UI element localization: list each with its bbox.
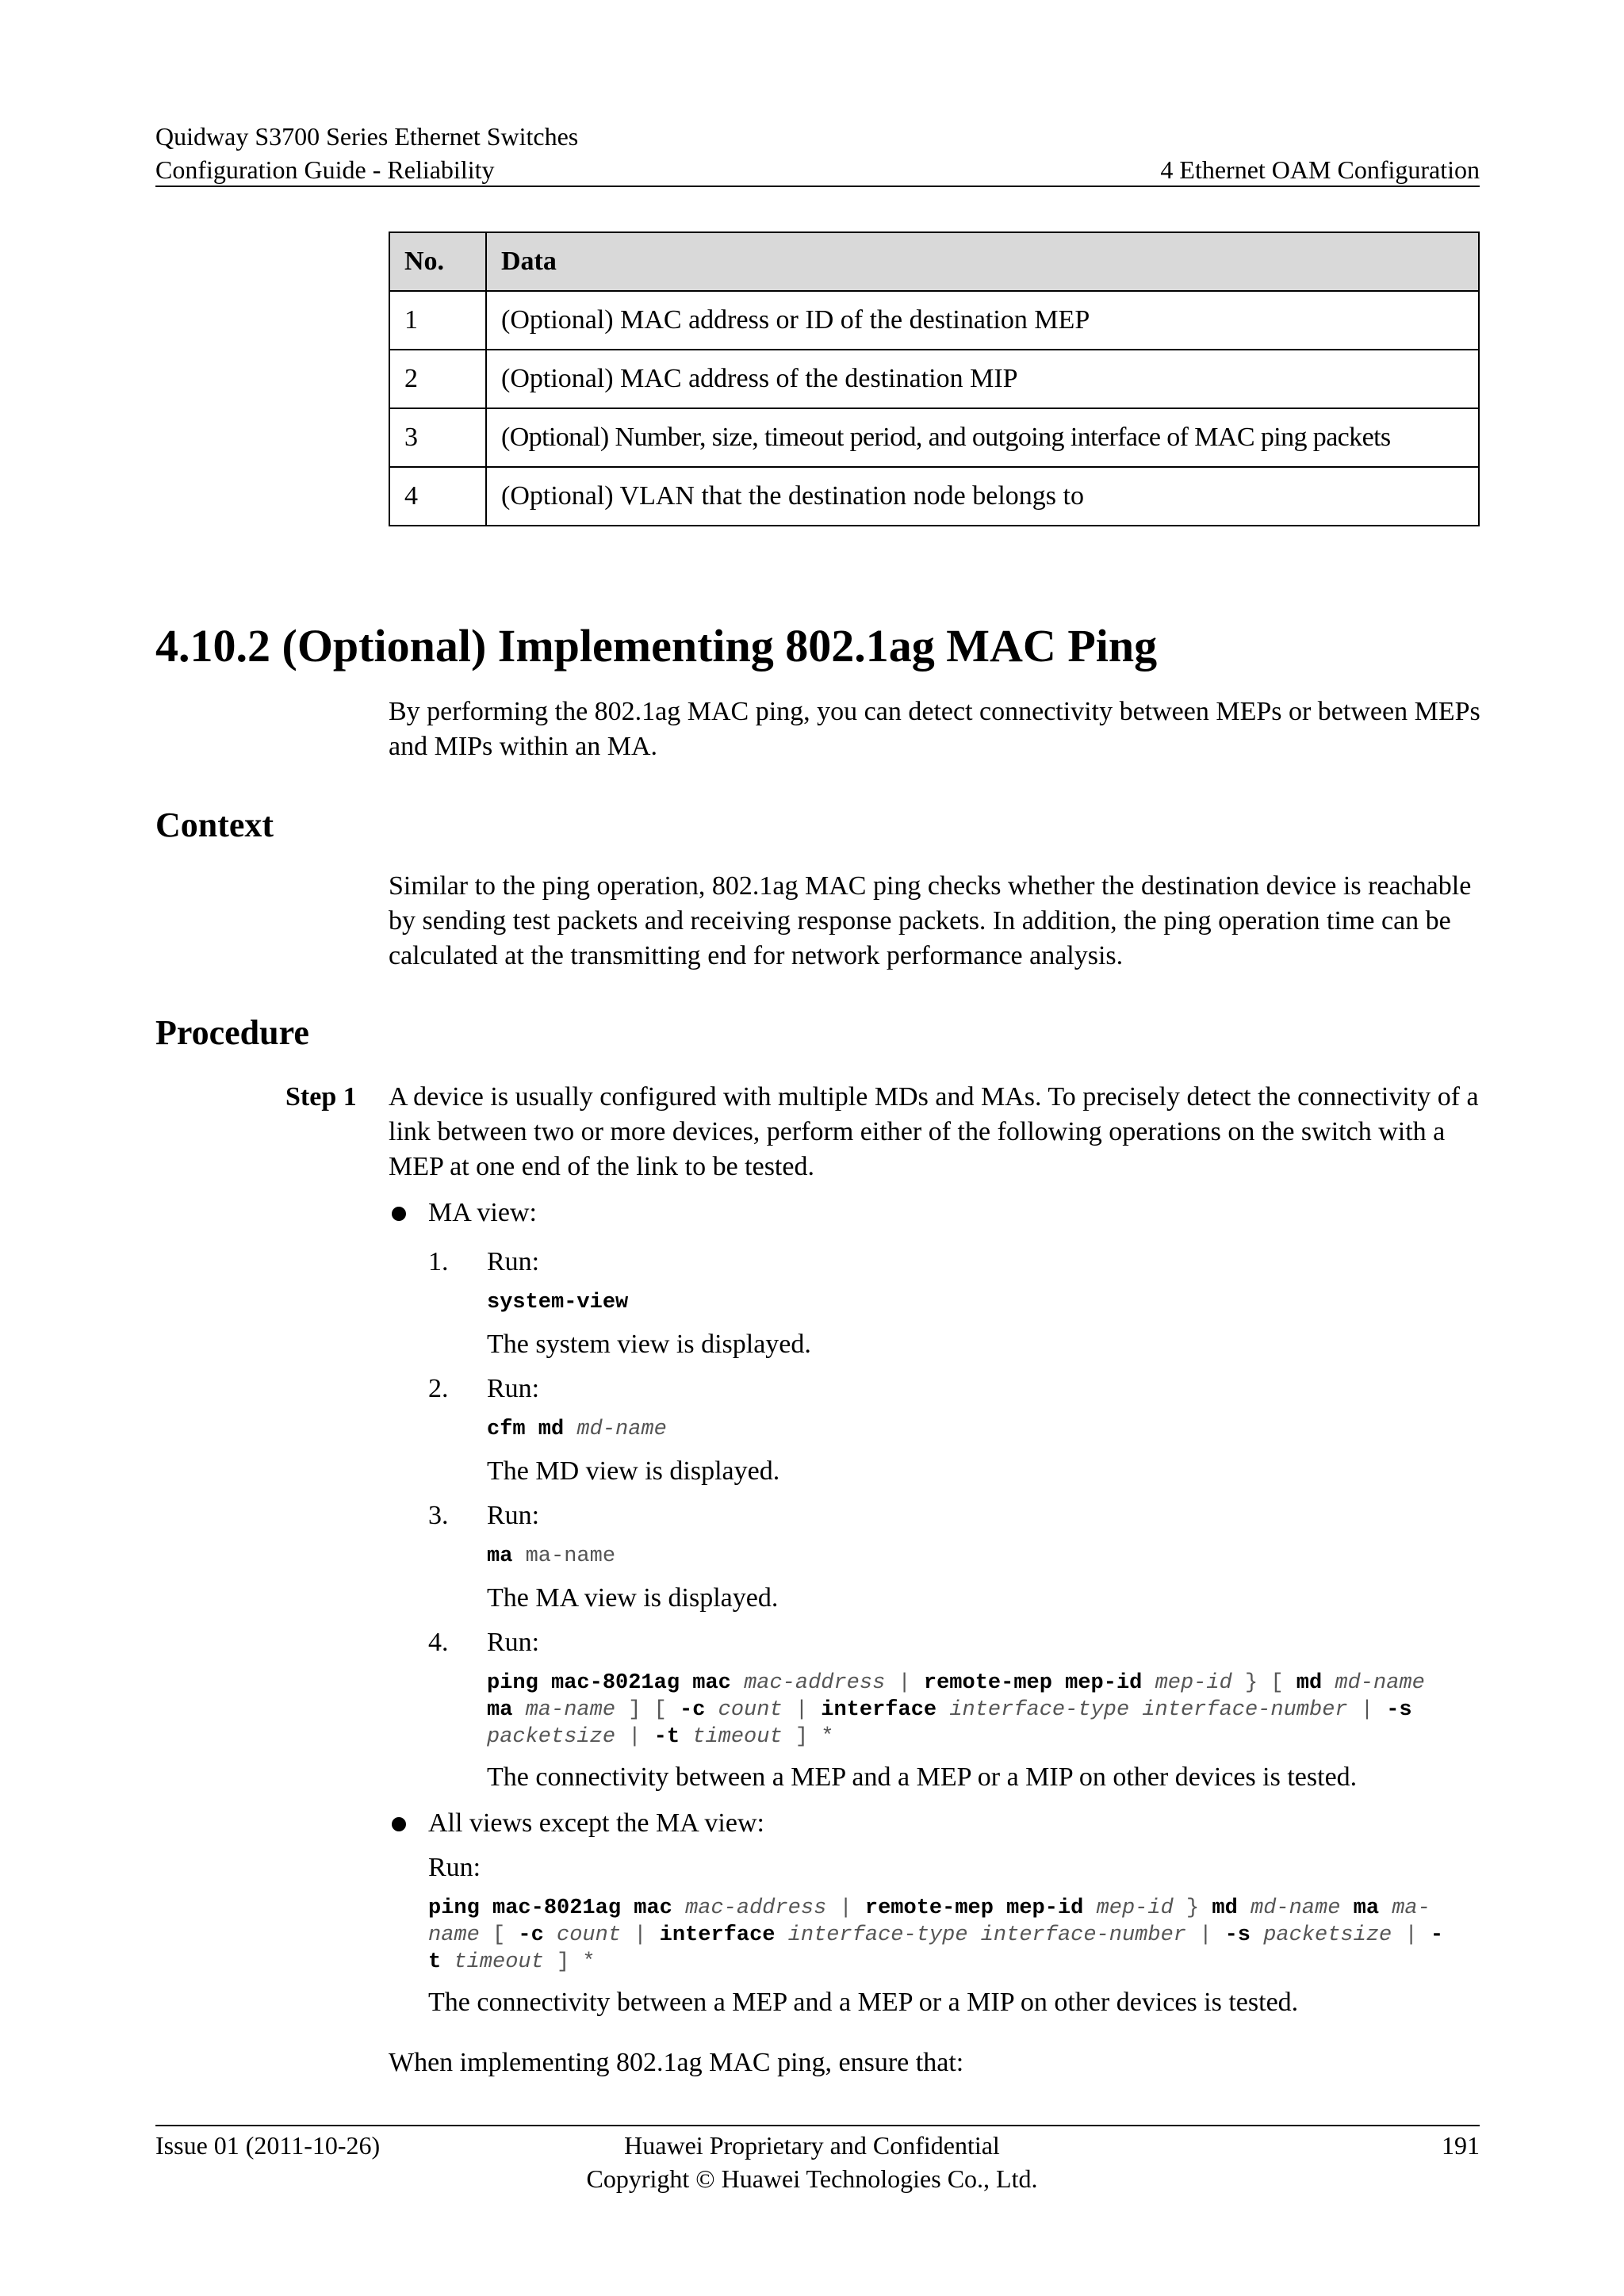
bullet-icon bbox=[392, 1817, 406, 1831]
section-intro: By performing the 802.1ag MAC ping, you can detect connectivity between MEPs or between MEPs and MIPs within an MA. bbox=[389, 697, 1480, 761]
footer-confidential: Huawei Proprietary and Confidential bbox=[624, 2131, 1000, 2160]
command-system-view bbox=[487, 1289, 628, 1316]
step-text: A device is usually configured with multiple MDs and MAs. To precisely detect the connectivity of a link between two or more devices, perform either of the following operations on the switch with a MEP at one end of the link to be tested. bbox=[389, 1082, 1479, 1181]
list-item-number: 1. bbox=[428, 1247, 449, 1276]
list-item-number: 3. bbox=[428, 1501, 449, 1530]
command-cfm-md bbox=[487, 1416, 667, 1443]
list-item-desc: The MA view is displayed. bbox=[487, 1583, 779, 1613]
bullet-icon bbox=[392, 1207, 406, 1221]
closing-text: When implementing 802.1ag MAC ping, ensure that: bbox=[389, 2048, 964, 2077]
command-argument: ma-name bbox=[525, 1544, 616, 1568]
list-item-run: Run: bbox=[487, 1247, 540, 1276]
procedure-heading: Procedure bbox=[155, 1013, 309, 1052]
table-header-row bbox=[389, 232, 1479, 291]
command-keyword: ma bbox=[487, 1544, 513, 1568]
list-item-desc: The connectivity between a MEP and a MEP or a MIP on other devices is tested. bbox=[487, 1762, 1358, 1792]
list-item-number: 2. bbox=[428, 1374, 449, 1403]
header-product: Quidway S3700 Series Ethernet Switches bbox=[155, 122, 579, 151]
bullet-desc: The connectivity between a MEP and a MEP or a MIP on other devices is tested. bbox=[428, 1988, 1299, 2017]
data-table bbox=[389, 232, 1480, 526]
section-title: 4.10.2 (Optional) Implementing 802.1ag MAC Ping bbox=[155, 620, 1158, 672]
context-text: Similar to the ping operation, 802.1ag MAC ping checks whether the destination device is reachable by sending test packets and receiving response packets. In addition, the ping operation time can be calculated at the transmitting end for network performance analysis. bbox=[389, 871, 1472, 970]
table-cell-data: (Optional) MAC address or ID of the destination MEP bbox=[486, 291, 1479, 350]
list-item-desc: The MD view is displayed. bbox=[487, 1456, 780, 1486]
list-item-run: Run: bbox=[487, 1501, 540, 1530]
step-label: Step 1 bbox=[285, 1082, 357, 1112]
context-heading: Context bbox=[155, 806, 274, 844]
table-cell-no: 1 bbox=[389, 291, 486, 350]
bullet-ma-view: MA view: bbox=[428, 1198, 537, 1227]
footer-issue: Issue 01 (2011-10-26) bbox=[155, 2131, 381, 2160]
header-chapter: 4 Ethernet OAM Configuration bbox=[1160, 155, 1480, 184]
list-item-run: Run: bbox=[487, 1628, 540, 1657]
list-item-desc: The system view is displayed. bbox=[487, 1330, 811, 1359]
table-cell-data: (Optional) Number, size, timeout period, and outgoing interface of MAC ping packets bbox=[486, 408, 1479, 467]
table-cell-data: (Optional) VLAN that the destination node belongs to bbox=[486, 467, 1479, 526]
footer-copyright: Copyright © Huawei Technologies Co., Ltd. bbox=[586, 2164, 1038, 2193]
footer-rule bbox=[155, 2125, 1480, 2126]
list-item-run: Run: bbox=[487, 1374, 540, 1403]
table-cell-no: 2 bbox=[389, 350, 486, 408]
command-ping-mac-all-views: ping mac-8021ag mac mac-address | remote-mep mep-id mep-id } md md-name ma ma- name [ -c count | interface interface-type interface-number | -s packetsize | - t timeout ] * bbox=[428, 1896, 1444, 1974]
command-keyword: system-view bbox=[487, 1291, 629, 1314]
table-cell-no: 3 bbox=[389, 408, 486, 467]
page-number: 191 bbox=[1442, 2131, 1480, 2160]
command-keyword: cfm md bbox=[487, 1418, 565, 1441]
bullet-run: Run: bbox=[428, 1853, 481, 1882]
table-row bbox=[389, 408, 1479, 467]
command-ping-mac-ma-view: ping mac-8021ag mac mac-address | remote-mep mep-id mep-id } [ md md-name ma ma-name ] [ -c count | interface interface-type interface-number | -s packetsize | -t timeout ] * bbox=[487, 1671, 1425, 1749]
table-cell-no: 4 bbox=[389, 467, 486, 526]
column-header-data: Data bbox=[486, 232, 1479, 291]
column-header-no: No. bbox=[389, 232, 486, 291]
bullet-all-views: All views except the MA view: bbox=[428, 1808, 764, 1838]
header-guide: Configuration Guide - Reliability bbox=[155, 155, 495, 184]
table-row bbox=[389, 467, 1479, 526]
table-row bbox=[389, 291, 1479, 350]
table-row bbox=[389, 350, 1479, 408]
command-ma bbox=[487, 1543, 615, 1570]
command-argument: md-name bbox=[576, 1418, 667, 1441]
list-item-number: 4. bbox=[428, 1628, 449, 1657]
table-cell-data: (Optional) MAC address of the destination MIP bbox=[486, 350, 1479, 408]
header-rule bbox=[155, 186, 1480, 187]
